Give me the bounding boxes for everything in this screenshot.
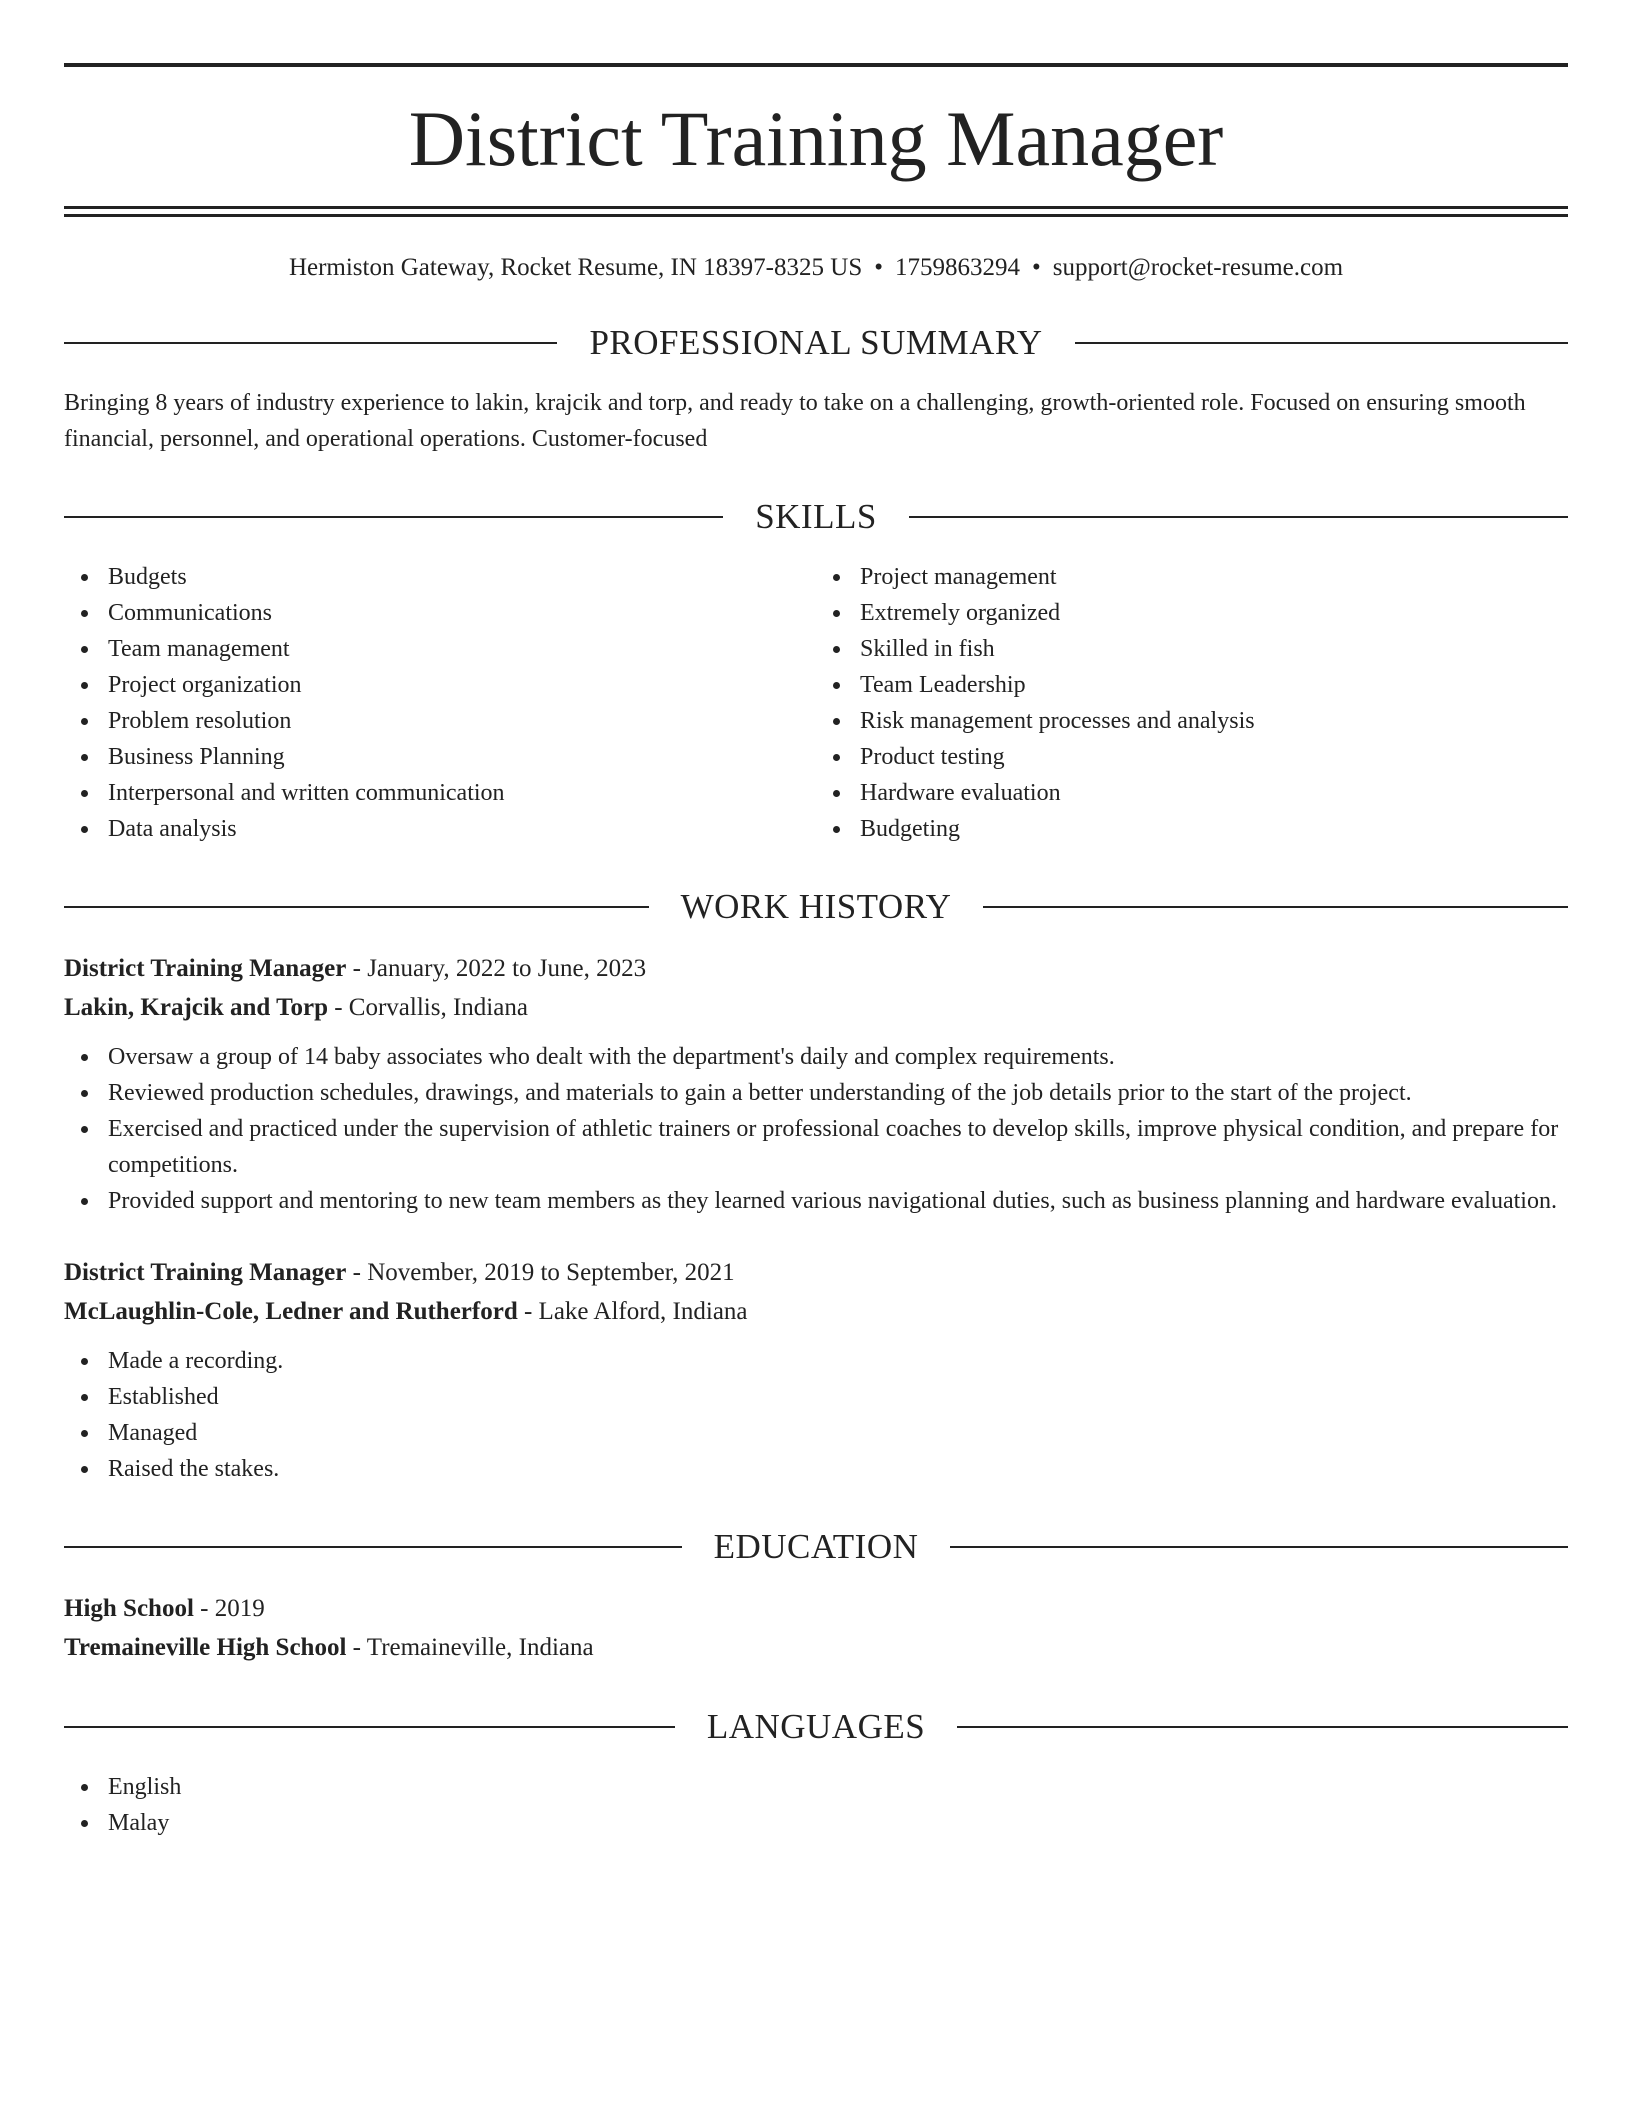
list-item: Business Planning	[108, 739, 816, 775]
education-school: Tremaineville High School	[64, 1634, 347, 1661]
section-heading-summary	[64, 323, 1568, 363]
list-item: Problem resolution	[108, 703, 816, 739]
section-title: EDUCATION	[713, 1527, 919, 1566]
heading-rule-right	[909, 516, 1568, 518]
heading-rule-left	[64, 906, 649, 908]
section-title: PROFESSIONAL SUMMARY	[589, 323, 1043, 362]
education-location: - Tremaineville, Indiana	[346, 1634, 594, 1661]
contact-email: support@rocket-resume.com	[1052, 254, 1344, 281]
section-heading-work	[64, 887, 1568, 927]
contact-separator: •	[1031, 254, 1041, 281]
list-item: Team Leadership	[860, 667, 1568, 703]
section-heading-languages	[64, 1707, 1568, 1747]
heading-rule-right	[957, 1726, 1568, 1728]
job-title-line	[64, 949, 1568, 988]
heading-rule-left	[64, 1726, 675, 1728]
contact-separator: •	[874, 254, 883, 281]
summary-text: Bringing 8 years of industry experience to lakin, krajcik and torp, and ready to take on a challenging, growth-oriented role. Focused on ensuring smooth financial, personnel, and operational operations. Customer-focused	[64, 390, 1526, 452]
list-item: Exercised and practiced under the supervision of athletic trainers or professional coaches to develop skills, improve physical condition, and prepare for competitions.	[108, 1111, 1568, 1183]
list-item: Budgeting	[860, 811, 1568, 847]
job-bullets	[64, 1039, 1568, 1219]
job-location: - Corvallis, Indiana	[327, 994, 528, 1021]
education-school-line	[64, 1628, 1568, 1667]
section-title: SKILLS	[755, 497, 877, 536]
job-company-line	[64, 1292, 1568, 1331]
section-heading-education	[64, 1527, 1568, 1567]
list-item: Provided support and mentoring to new team members as they learned various navigational duties, such as business planning and hardware evaluation.	[108, 1183, 1568, 1219]
job-entry	[64, 949, 1568, 1219]
heading-rule-left	[64, 1546, 682, 1548]
list-item: Interpersonal and written communication	[108, 775, 816, 811]
contact-phone: 1759863294	[894, 254, 1020, 281]
list-item: Malay	[108, 1805, 1568, 1841]
education-year: - 2019	[193, 1595, 265, 1622]
job-company: McLaughlin-Cole, Ledner and Rutherford	[64, 1298, 518, 1325]
title-rule-lower	[64, 214, 1568, 217]
list-item: Project organization	[108, 667, 816, 703]
list-item: Extremely organized	[860, 595, 1568, 631]
list-item: Product testing	[860, 739, 1568, 775]
job-title-line	[64, 1253, 1568, 1292]
job-bullets	[64, 1343, 1568, 1487]
list-item: Reviewed production schedules, drawings, and materials to gain a better understanding of the job details prior to the start of the project.	[108, 1075, 1568, 1111]
list-item: Made a recording.	[108, 1343, 1568, 1379]
skills-list-left	[64, 559, 816, 847]
list-item: Risk management processes and analysis	[860, 703, 1568, 739]
job-title: District Training Manager	[64, 955, 347, 982]
job-company: Lakin, Krajcik and Torp	[64, 994, 328, 1021]
section-title: LANGUAGES	[706, 1707, 926, 1746]
job-dates: - January, 2022 to June, 2023	[346, 955, 647, 982]
heading-rule-right	[1075, 342, 1568, 344]
job-title: District Training Manager	[64, 1259, 347, 1286]
list-item: Established	[108, 1379, 1568, 1415]
job-location: - Lake Alford, Indiana	[517, 1298, 748, 1325]
list-item: Hardware evaluation	[860, 775, 1568, 811]
list-item: Budgets	[108, 559, 816, 595]
education-degree-line	[64, 1589, 1568, 1628]
list-item: Raised the stakes.	[108, 1451, 1568, 1487]
list-item: Team management	[108, 631, 816, 667]
job-dates: - November, 2019 to September, 2021	[346, 1259, 735, 1286]
education-degree: High School	[64, 1595, 194, 1622]
skills-list-right	[816, 559, 1568, 847]
job-entry	[64, 1253, 1568, 1487]
contact-address: Hermiston Gateway, Rocket Resume, IN 18397-8325 US	[288, 254, 863, 281]
title-rule-upper	[64, 206, 1568, 209]
list-item: Project management	[860, 559, 1568, 595]
page-title: District Training Manager	[408, 95, 1224, 182]
languages-list	[64, 1769, 1568, 1841]
heading-rule-left	[64, 342, 557, 344]
section-title: WORK HISTORY	[680, 887, 952, 926]
section-heading-skills	[64, 497, 1568, 537]
skills-columns	[64, 559, 1568, 847]
job-company-line	[64, 988, 1568, 1027]
heading-rule-right	[950, 1546, 1568, 1548]
list-item: Skilled in fish	[860, 631, 1568, 667]
list-item: Managed	[108, 1415, 1568, 1451]
contact-line	[64, 253, 1568, 283]
heading-rule-right	[983, 906, 1568, 908]
list-item: Oversaw a group of 14 baby associates who dealt with the department's daily and complex requirements.	[108, 1039, 1568, 1075]
list-item: English	[108, 1769, 1568, 1805]
heading-rule-left	[64, 516, 723, 518]
list-item: Communications	[108, 595, 816, 631]
education-entry	[64, 1589, 1568, 1667]
list-item: Data analysis	[108, 811, 816, 847]
